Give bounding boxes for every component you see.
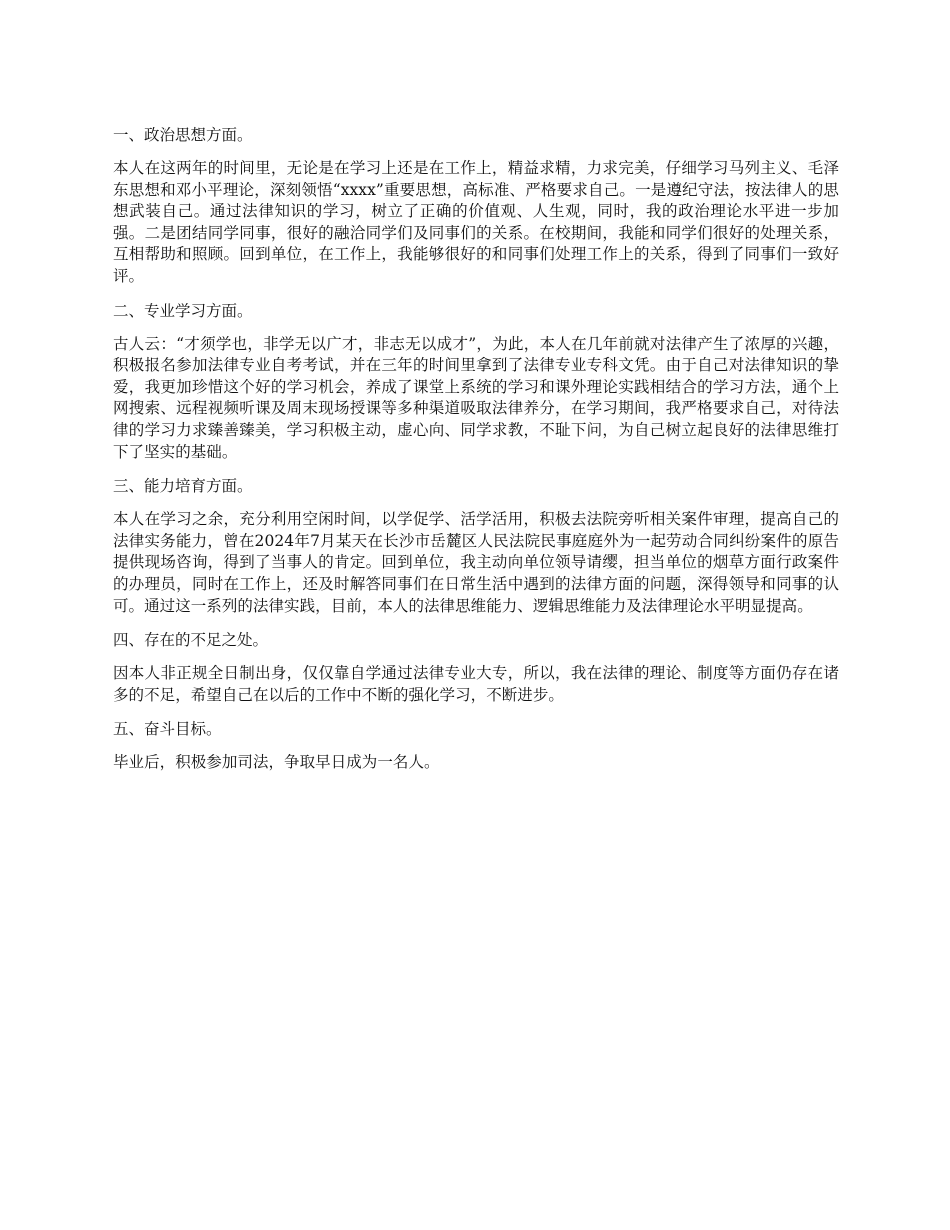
section-heading-goals: 五、奋斗目标。	[113, 720, 222, 739]
section-body-goals: 毕业后，积极参加司法，争取早日成为一名人。	[113, 753, 440, 772]
section-body-ability: 本人在学习之余，充分利用空闲时间，以学促学、活学活用，积极去法院旁听相关案件审理，提高自己的法律实务能力，曾在2024年7月某天在长沙市岳麓区人民法院民事庭庭外为一起劳动合同纠纷案件的原告提供现场咨询，得到了当事人的肯定。回到单位，我主动向单位领导请缨，担当单位的烟草方面行政案件的办理员，同时在工作上，还及时解答同事们在日常生活中遇到的法律方面的问题，深得领导和同事的认可。通过这一系列的法律实践，目前，本人的法律思维能力、逻辑思维能力及法律理论水平明显提高。	[113, 510, 839, 615]
section-body-study: 古人云：“才须学也，非学无以广才，非志无以成才”，为此，本人在几年前就对法律产生了浓厚的兴趣，积极报名参加法律专业自考考试，并在三年的时间里拿到了法律专业专科文凭。由于自己对法律知识的挚爱，我更加珍惜这个好的学习机会，养成了课堂上系统的学习和课外理论实践相结合的学习方法，通个上网搜索、远程视频听课及周末现场授课等多种渠道吸取法律养分，在学习期间，我严格要求自己，对待法律的学习力求臻善臻美，学习积极主动，虚心向、同学求教，不耻下问，为自己树立起良好的法律思维打下了坚实的基础。	[113, 334, 839, 461]
section-body-shortcomings: 因本人非正规全日制出身，仅仅靠自学通过法律专业大专，所以，我在法律的理论、制度等方面仍存在诸多的不足，希望自己在以后的工作中不断的强化学习，不断进步。	[113, 664, 839, 704]
section-heading-study: 二、专业学习方面。	[113, 301, 253, 320]
section-heading-shortcomings: 四、存在的不足之处。	[113, 631, 269, 650]
section-heading-ability: 三、能力培育方面。	[113, 477, 253, 496]
section-body-politics: 本人在这两年的时间里，无论是在学习上还是在工作上，精益求精，力求完美，仔细学习马列主义、毛泽东思想和邓小平理论，深刻领悟“xxxx”重要思想，高标准、严格要求自己。一是遵纪守法，按法律人的思想武装自己。通过法律知识的学习，树立了正确的价值观、人生观，同时，我的政治理论水平进一步加强。二是团结同学同事，很好的融洽同学们及同事们的关系。在校期间，我能和同学们很好的处理关系，互相帮助和照顾。回到单位，在工作上，我能够很好的和同事们处理工作上的关系，得到了同事们一致好评。	[113, 159, 839, 285]
document-page	[113, 124, 839, 786]
section-heading-politics: 一、政治思想方面。	[113, 126, 253, 144]
